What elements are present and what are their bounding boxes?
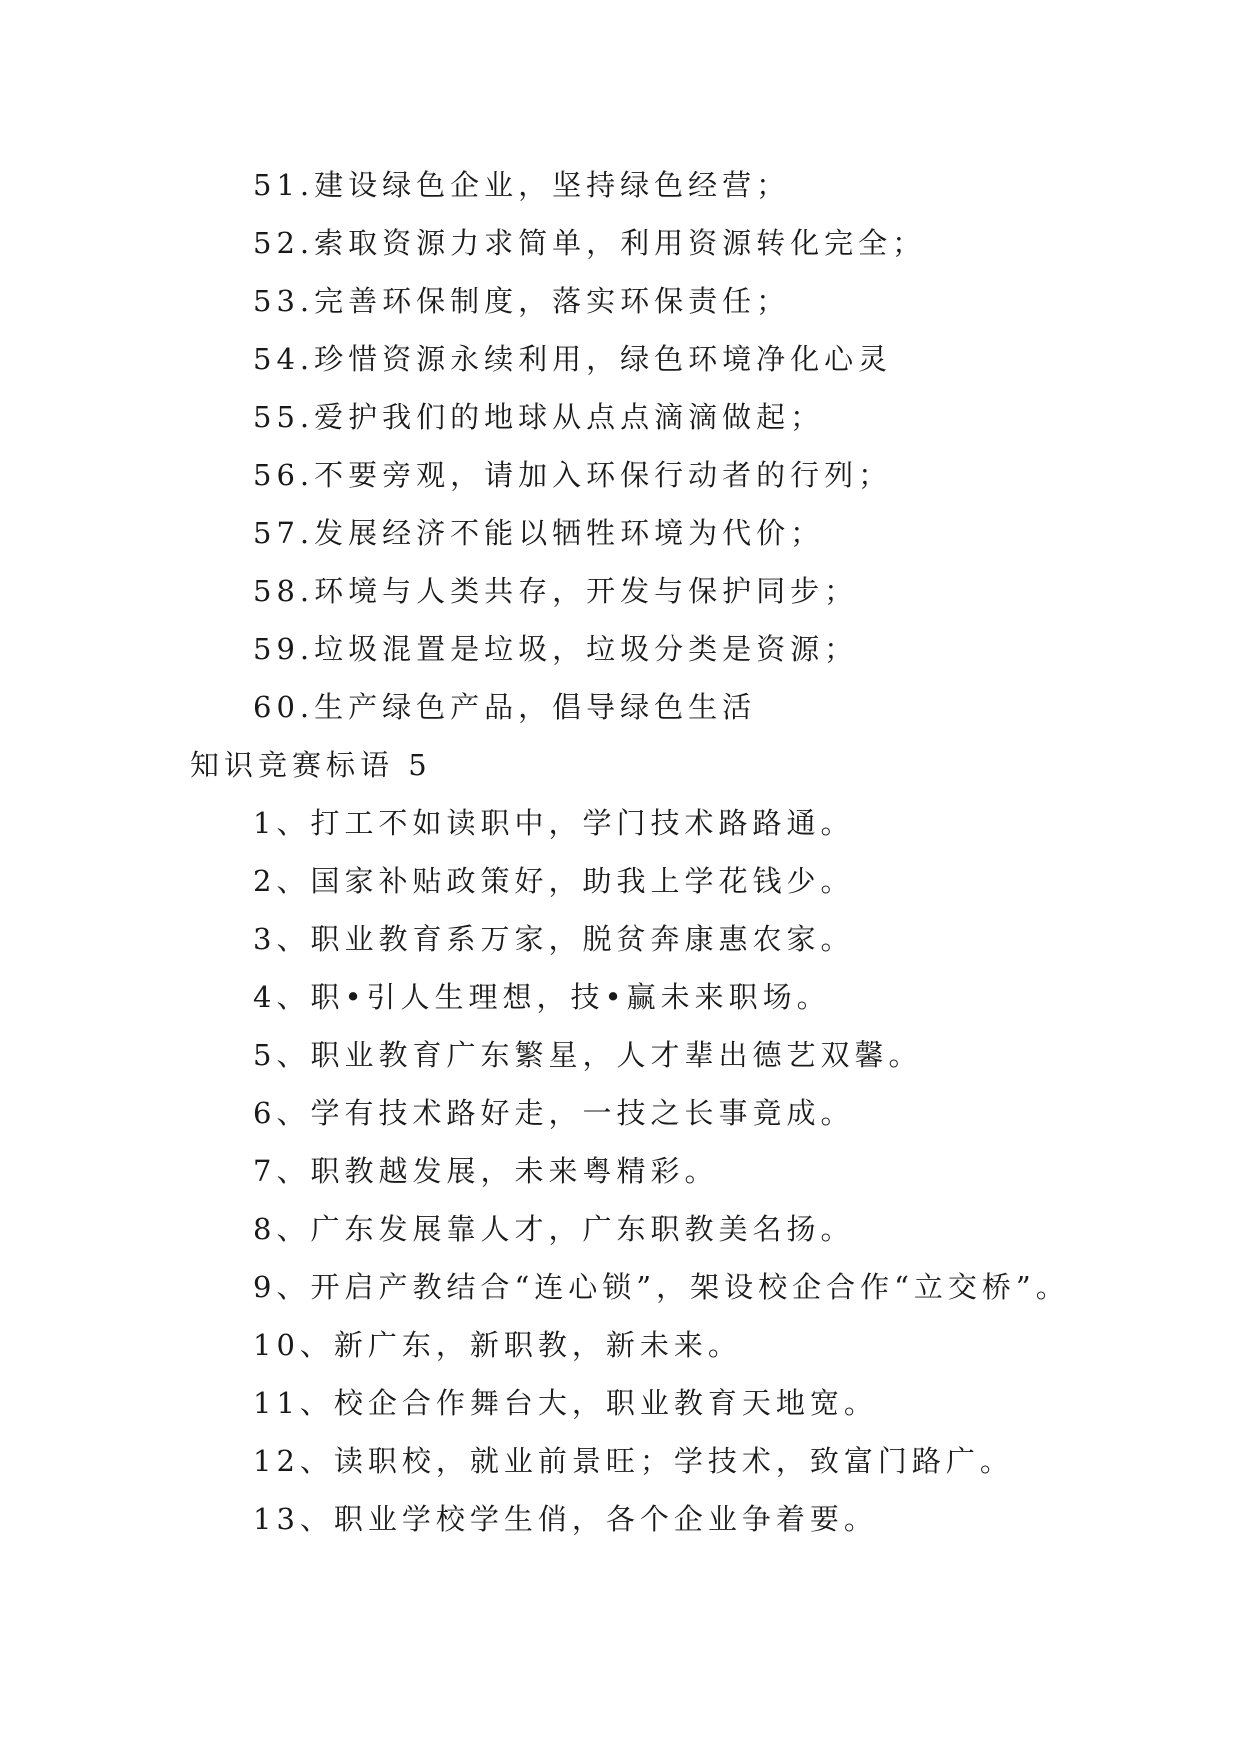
list-item: 8、广东发展靠人才，广东职教美名扬。 xyxy=(253,1212,855,1246)
list-item: 1、打工不如读职中，学门技术路路通。 xyxy=(253,806,855,840)
list-item: 54.珍惜资源永续利用，绿色环境净化心灵 xyxy=(253,342,893,376)
section-heading: 知识竞赛标语 5 xyxy=(190,748,432,782)
list-item: 60.生产绿色产品，倡导绿色生活 xyxy=(253,690,757,724)
list-item: 59.垃圾混置是垃圾，垃圾分类是资源； xyxy=(253,632,859,666)
list-item: 7、职教越发展，未来粤精彩。 xyxy=(253,1154,719,1188)
list-item: 9、开启产教结合“连心锁”，架设校企合作“立交桥”。 xyxy=(253,1270,1070,1304)
list-item: 6、学有技术路好走，一技之长事竟成。 xyxy=(253,1096,855,1130)
list-item: 51.建设绿色企业，坚持绿色经营； xyxy=(253,168,791,202)
list-item: 12、读职校，就业前景旺；学技术，致富门路广。 xyxy=(253,1444,1014,1478)
list-item: 3、职业教育系万家，脱贫奔康惠农家。 xyxy=(253,922,855,956)
list-item: 53.完善环保制度，落实环保责任； xyxy=(253,284,791,318)
list-item: 4、职•引人生理想，技•赢未来职场。 xyxy=(253,980,831,1014)
list-item: 56.不要旁观，请加入环保行动者的行列； xyxy=(253,458,893,492)
list-item: 10、新广东，新职教，新未来。 xyxy=(253,1328,742,1362)
list-item: 13、职业学校学生俏，各个企业争着要。 xyxy=(253,1502,878,1536)
list-item: 52.索取资源力求简单，利用资源转化完全； xyxy=(253,226,927,260)
list-item: 11、校企合作舞台大，职业教育天地宽。 xyxy=(253,1386,878,1420)
list-item: 55.爱护我们的地球从点点滴滴做起； xyxy=(253,400,825,434)
list-item: 58.环境与人类共存，开发与保护同步； xyxy=(253,574,859,608)
list-item: 2、国家补贴政策好，助我上学花钱少。 xyxy=(253,864,855,898)
list-item: 5、职业教育广东繁星，人才辈出德艺双馨。 xyxy=(253,1038,923,1072)
list-item: 57.发展经济不能以牺牲环境为代价； xyxy=(253,516,825,550)
